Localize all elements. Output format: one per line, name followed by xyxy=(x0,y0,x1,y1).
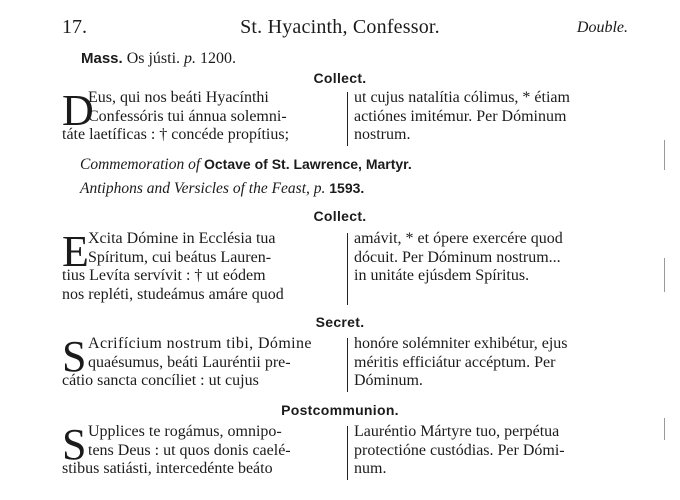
mass-line xyxy=(81,50,236,68)
text-line: méritis efficiátur accéptum. Per xyxy=(354,353,556,371)
drop-cap: D xyxy=(62,86,94,135)
postcommunion-left-column xyxy=(62,420,342,479)
text-line: amávit, * et ópere exercére quod xyxy=(354,230,563,247)
edge-mark xyxy=(664,418,665,440)
text-line: nos repléti, studeámus amáre quod xyxy=(62,286,284,304)
text-line: honóre solémniter exhibétur, ejus xyxy=(354,335,568,352)
page-number: 17. xyxy=(62,16,87,38)
text-line: in unitáte ejúsdem Spíritus. xyxy=(354,267,530,285)
mass-label: Mass. xyxy=(81,50,123,67)
text-line: protectióne custódias. Per Dómi- xyxy=(354,441,565,459)
edge-mark xyxy=(664,140,665,170)
secret-heading: Secret. xyxy=(315,314,365,330)
column-divider xyxy=(347,233,348,305)
collect-block xyxy=(62,227,630,308)
commemoration-line xyxy=(80,156,412,174)
mass-introit: Os jústi. xyxy=(122,50,185,67)
text-line: táte laetíficas : † concéde propítius; xyxy=(62,126,290,144)
secret-left-column xyxy=(62,332,342,391)
text-line: dócuit. Per Dóminum nostrum... xyxy=(354,248,561,266)
text-line: tens Deus : ut quos donis caelé- xyxy=(88,441,291,459)
text-line: tius Levíta servívit : † ut eódem xyxy=(62,267,266,285)
feast-rank: Double. xyxy=(576,19,628,36)
column-divider xyxy=(347,338,348,392)
collect-right-column xyxy=(354,89,630,145)
secret-right-column xyxy=(354,335,630,391)
column-divider xyxy=(347,426,348,480)
text-line: stibus satiásti, intercedénte beáto xyxy=(62,460,273,478)
text-line: Acrifícium nostrum tibi, Dómine xyxy=(88,335,312,352)
text-line: cátio sancta concíliet : ut cujus xyxy=(62,372,259,390)
collect-left-column xyxy=(62,86,342,145)
edge-mark xyxy=(664,258,665,292)
antiphons-line xyxy=(80,180,364,198)
secret-block xyxy=(62,332,630,395)
collect-right-column xyxy=(354,230,630,286)
text-line: Confessóris tui ánnua solemni- xyxy=(88,107,287,125)
text-line: quaésumus, beáti Lauréntii pre- xyxy=(88,353,291,371)
text-line: Dóminum. xyxy=(354,372,423,390)
text-line: Lauréntio Mártyre tuo, perpétua xyxy=(354,423,560,440)
text-line: Upplices te rogámus, omnipo- xyxy=(88,423,282,440)
text-line: actiónes imitémur. Per Dóminum xyxy=(354,107,567,125)
antiphons-page: 1593. xyxy=(329,180,365,196)
antiphons-text: Antiphons and Versicles of the Feast, p. xyxy=(80,180,330,197)
drop-cap: E xyxy=(62,227,89,276)
postcommunion-block xyxy=(62,420,630,483)
commemoration-prefix: Commemoration of xyxy=(80,156,204,173)
text-line: ut cujus natalítia cólimus, * étiam xyxy=(354,89,570,106)
page-header xyxy=(0,16,680,42)
mass-page-abbr: p. xyxy=(184,50,197,67)
collect-heading: Collect. xyxy=(313,70,367,86)
text-line: Xcita Dómine in Ecclésia tua xyxy=(88,230,276,247)
commemoration-name: Octave of St. Lawrence, Martyr. xyxy=(204,156,412,172)
postcommunion-right-column xyxy=(354,423,630,479)
collect-left-column xyxy=(62,227,342,305)
collect-heading: Collect. xyxy=(313,208,367,224)
text-line: Spíritum, cui beátus Lauren- xyxy=(88,248,272,266)
mass-page-ref: 1200. xyxy=(196,50,237,67)
drop-cap: S xyxy=(62,420,87,469)
drop-cap: S xyxy=(62,332,87,381)
column-divider xyxy=(347,92,348,146)
text-line: nostrum. xyxy=(354,126,411,144)
text-line: num. xyxy=(354,460,387,478)
postcommunion-heading: Postcommunion. xyxy=(281,402,399,418)
collect-block xyxy=(62,86,630,149)
text-line: Eus, qui nos beáti Hyacínthi xyxy=(88,89,269,106)
page-title: St. Hyacinth, Confessor. xyxy=(240,16,440,38)
